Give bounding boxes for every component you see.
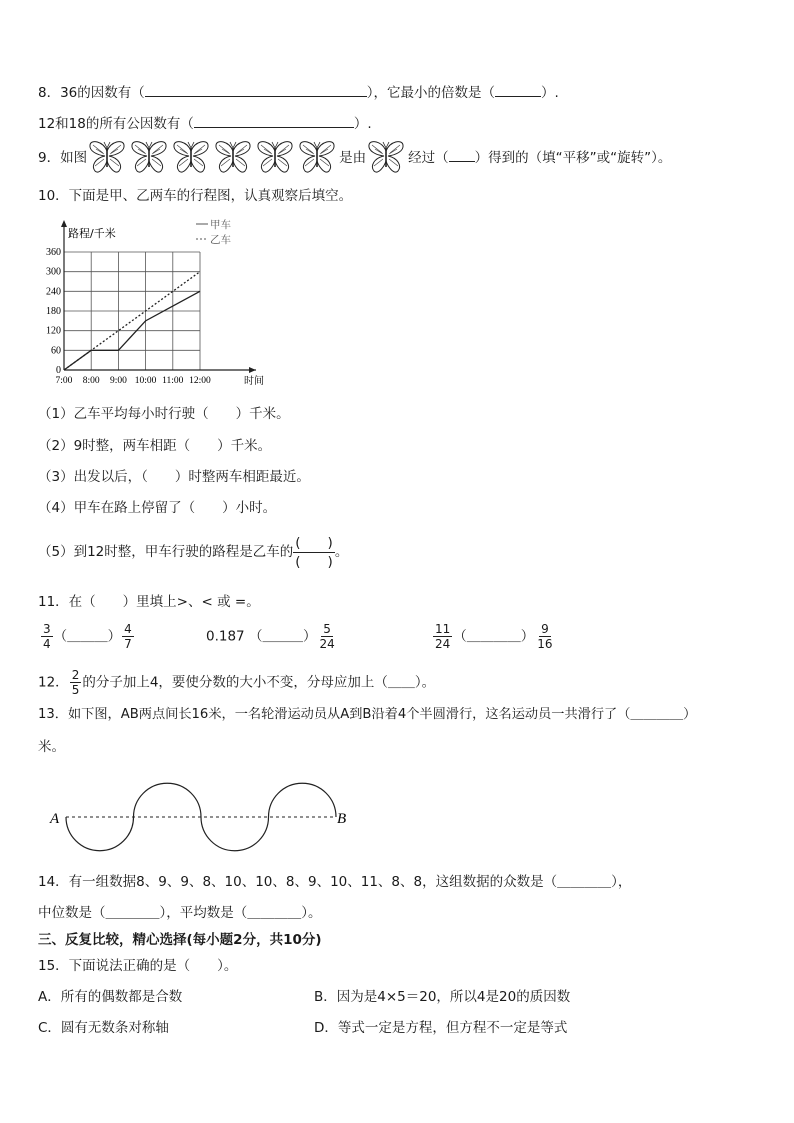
numerator: 5 — [323, 622, 331, 636]
y-axis-arrow — [61, 220, 67, 227]
q10-sub3: （3）出发以后，（ ）时整两车相距最近。 — [38, 469, 310, 485]
q8-blank-factors[interactable] — [145, 82, 367, 97]
y-tick-label: 60 — [51, 345, 61, 357]
y-axis-label: 路程/千米 — [68, 227, 116, 240]
frac-numerator: ( ) — [295, 534, 333, 551]
x-tick-label: 7:00 — [55, 376, 73, 386]
fraction — [535, 622, 554, 651]
compare-blank[interactable]: （＿＿＿） — [248, 628, 317, 645]
legend-label-jia: 甲车 — [210, 219, 231, 231]
q11-item-b — [206, 622, 338, 651]
fraction — [41, 622, 53, 651]
q13-line2: 米。 — [38, 739, 65, 755]
q10-sub1: （1）乙车平均每小时行驶（ ）千米。 — [38, 406, 290, 422]
q9-prefix: 9．如图 — [38, 150, 88, 166]
denominator: 16 — [537, 637, 553, 651]
section3-title: 三、反复比较，精心选择(每小题2分，共10分) — [38, 932, 322, 948]
q12-text: 的分子加上4，要使分数的大小不变，分母应加上（＿＿）。 — [82, 674, 436, 691]
butterfly-single — [366, 150, 408, 166]
semicircle-4 — [269, 783, 337, 817]
point-b-label: B — [337, 811, 347, 827]
x-tick-label: 12:00 — [189, 376, 211, 386]
y-tick-label: 180 — [46, 306, 61, 317]
q11-intro: 11．在（ ）里填上>、< 或 =。 — [38, 594, 260, 610]
q15-stem: 15．下面说法正确的是（ ）。 — [38, 958, 238, 974]
q9-mid: 是由 — [339, 150, 367, 166]
y-tick-label: 360 — [46, 247, 61, 258]
q8-blank-common[interactable] — [194, 113, 354, 128]
y-tick-label: 120 — [46, 325, 61, 337]
numerator: 3 — [43, 622, 51, 636]
denominator: 7 — [124, 637, 132, 651]
semicircle-2 — [134, 783, 202, 817]
q15-option-b[interactable]: B．因为是4×5＝20，所以4是20的质因数 — [314, 989, 571, 1005]
series-line-yi — [64, 272, 200, 370]
fraction — [70, 668, 82, 697]
q14-line2: 中位数是（＿＿＿＿），平均数是（＿＿＿＿）。 — [38, 905, 322, 921]
q8-text-b: ），它最小的倍数是（ — [366, 85, 496, 101]
butterfly-row — [87, 150, 339, 166]
q8-text-d: 12和18的所有公因数有（ — [38, 116, 194, 132]
x-axis-arrow — [249, 367, 256, 373]
q10-sub5-fraction[interactable] — [293, 534, 335, 571]
q9-tail: ）得到的（填“平移”或“旋转”）。 — [474, 150, 672, 166]
q8-text-e: ）. — [353, 116, 372, 132]
q10-intro: 10．下面是甲、乙两车的行程图，认真观察后填空。 — [38, 188, 353, 204]
q14-line1: 14．有一组数据8、9、9、8、10、10、8、9、10、11、8、8，这组数据的众数是（＿＿＿＿）， — [38, 874, 632, 890]
butterfly-icon — [297, 139, 337, 177]
q9-after: 经过（ — [408, 150, 449, 166]
semicircle-diagram — [40, 776, 370, 856]
denominator: 24 — [435, 637, 451, 651]
q8-text-a: 8．36的因数有（ — [38, 85, 145, 101]
butterfly-icon — [171, 139, 211, 177]
denominator: 4 — [43, 637, 51, 651]
q8-line2 — [38, 113, 372, 134]
q8-line1 — [38, 82, 559, 103]
q8-text-c: ）. — [541, 85, 559, 101]
numerator: 2 — [71, 668, 80, 682]
q15-option-d[interactable]: D．等式一定是方程，但方程不一定是等式 — [314, 1020, 568, 1036]
denominator: 24 — [319, 637, 335, 651]
q15-option-a[interactable]: A．所有的偶数都是合数 — [38, 989, 183, 1005]
compare-blank[interactable]: （＿＿＿） — [53, 628, 122, 645]
x-tick-label: 8:00 — [82, 376, 100, 386]
y-tick-label: 0 — [56, 365, 61, 376]
q8-blank-multiple[interactable] — [495, 82, 541, 97]
q11-item-c — [432, 622, 556, 651]
frac-denominator: ( ) — [295, 553, 333, 570]
numerator: 9 — [541, 622, 549, 636]
fraction — [433, 622, 452, 651]
butterfly-icon — [213, 139, 253, 177]
x-axis-label: 时间 — [244, 376, 264, 387]
point-a-label: A — [50, 811, 60, 827]
x-tick-label: 9:00 — [109, 376, 127, 386]
fraction — [122, 622, 134, 651]
x-tick-label: 11:00 — [162, 376, 184, 386]
y-tick-label: 300 — [46, 266, 61, 278]
butterfly-icon — [87, 139, 127, 177]
butterfly-icon — [129, 139, 169, 177]
q10-sub5-end: 。 — [334, 544, 349, 560]
q13-line1: 13．如下图，AB两点间长16米，一名轮滑运动员从A到B沿着4个半圆滑行，这名运动员一共滑行了（＿＿＿＿） — [38, 707, 697, 722]
butterfly-icon — [255, 139, 295, 177]
numerator: 4 — [124, 622, 132, 636]
q12-prefix: 12． — [38, 674, 69, 691]
numerator: 11 — [435, 622, 451, 636]
decimal-value: 0.187 — [206, 628, 245, 645]
fraction — [317, 622, 336, 651]
butterfly-icon — [366, 139, 406, 177]
q10-sub5-text: （5）到12时整，甲车行驶的路程是乙车的 — [38, 544, 294, 560]
semicircle-3 — [201, 817, 269, 851]
q15-option-c[interactable]: C．圆有无数条对称轴 — [38, 1020, 169, 1036]
semicircle-1 — [66, 817, 134, 851]
compare-blank[interactable]: （＿＿＿＿） — [453, 628, 535, 645]
x-tick-label: 10:00 — [134, 376, 157, 386]
travel-chart — [26, 210, 286, 395]
q10-sub2: （2）9时整，两车相距（ ）千米。 — [38, 438, 272, 454]
q10-sub5 — [38, 532, 348, 572]
q12-line — [38, 668, 435, 697]
legend-label-yi: 乙车 — [210, 234, 231, 246]
q11-item-a — [40, 622, 135, 651]
q9-blank[interactable] — [449, 147, 475, 162]
y-tick-label: 240 — [46, 286, 61, 298]
q10-sub4: （4）甲车在路上停留了（ ）小时。 — [38, 500, 277, 516]
q9-line — [38, 138, 671, 178]
denominator: 5 — [71, 683, 80, 697]
